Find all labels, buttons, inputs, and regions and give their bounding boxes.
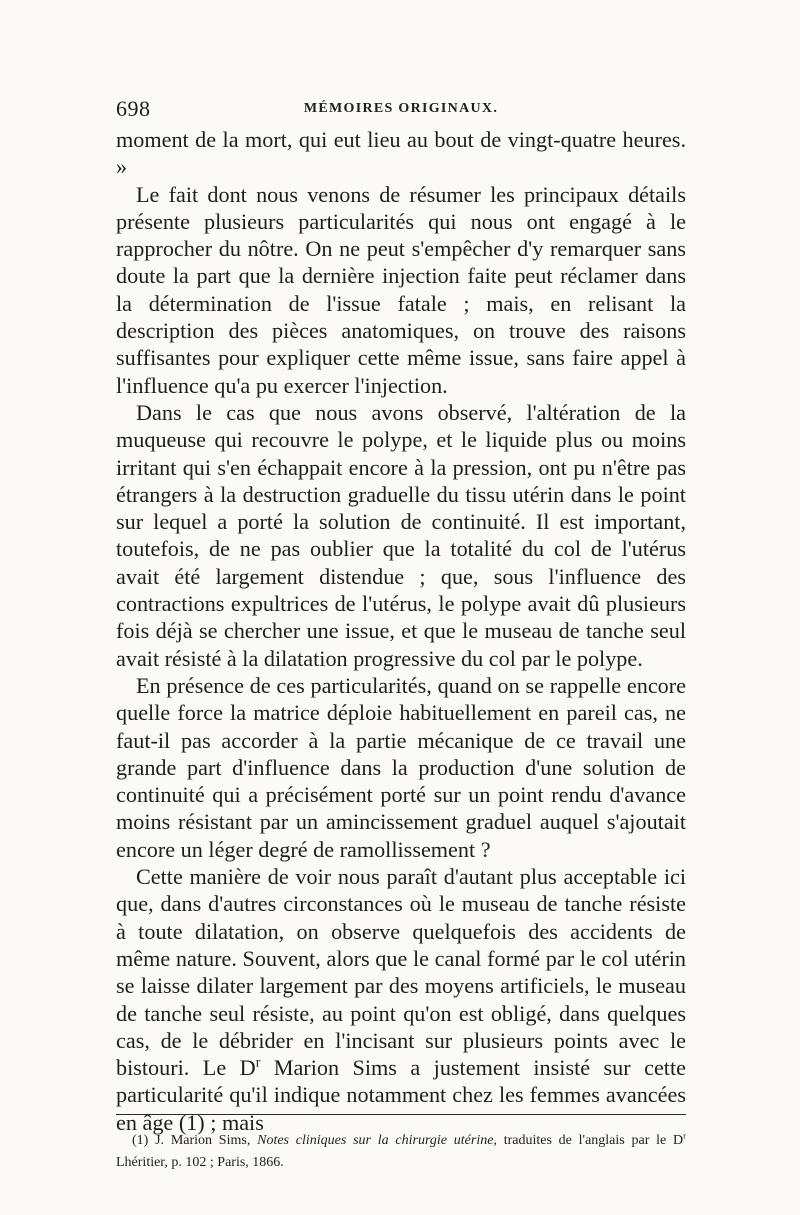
running-title: MÉMOIRES ORIGINAUX. xyxy=(303,101,499,116)
footnote-number: (1) xyxy=(132,1133,149,1148)
paragraph xyxy=(116,863,686,1136)
paragraph-text: Marion Sims a justement insisté sur cette particularité qu'il indique notamment chez les femmes avancées en âge (1) ; mais xyxy=(116,1055,686,1135)
page-number: 698 xyxy=(116,96,151,121)
page-header xyxy=(116,96,686,126)
body-text xyxy=(116,126,686,1136)
superscript: r xyxy=(683,1130,687,1141)
paragraph: En présence de ces particularités, quand on se rappelle encore quelle force la matrice déploie habituellement en pareil cas, ne faut-il pas accorder à la partie mécanique de ce travail une grande part d'influence dans la production d'une solution de continuité qui a précisément porté sur un point rendu d'avance moins résistant par un amincissement graduel auquel s'ajoutait encore un léger degré de ramollissement ? xyxy=(116,672,686,862)
footnote-text: traduites de l'anglais par le D xyxy=(503,1133,684,1148)
footnote-title: Notes cliniques sur la chirurgie utérine, xyxy=(257,1133,497,1148)
paragraph-continued: moment de la mort, qui eut lieu au bout de vingt-quatre heures. » xyxy=(116,127,686,180)
paragraph: Le fait dont nous venons de résumer les principaux détails présente plusieurs particularités qui nous ont engagé à le rapprocher du nôtre. On ne peut s'empêcher d'y remarquer sans doute la part que la dernière injection faite peut réclamer dans la détermination de l'issue fatale ; mais, en relisant la description des pièces anatomiques, on trouve des raisons suffisantes pour expliquer cette même issue, sans faire appel à l'influence qu'a pu exercer l'injection. xyxy=(116,181,686,398)
footnote-author: J. Marion Sims, xyxy=(155,1133,251,1148)
footnote xyxy=(116,1130,686,1174)
footnote-divider xyxy=(116,1114,686,1115)
paragraph: Dans le cas que nous avons observé, l'altération de la muqueuse qui recouvre le polype, et le liquide plus ou moins irritant qui s'en échappait encore à la pression, ont pu n'être pas étrangers à la destruction graduelle du tissu utérin dans le point sur lequel a porté la solution de continuité. Il est important, toutefois, de ne pas oublier que la totalité du col de l'utérus avait été largement distendue ; que, sous l'influence des contractions expultrices de l'utérus, le polype avait dû plusieurs fois déjà se chercher une issue, et que le museau de tanche seul avait résisté à la dilatation progressive du col par le polype. xyxy=(116,399,686,671)
superscript: r xyxy=(255,1054,261,1070)
paragraph-text: Cette manière de voir nous paraît d'autant plus acceptable ici que, dans d'autres circonstances où le museau de tanche résiste à toute dilatation, on observe quelquefois des accidents de même nature. Souvent, alors que le canal formé par le col utérin se laisse dilater largement par des moyens artificiels, le museau de tanche seul résiste, au point qu'on est obligé, dans quelques cas, de le débrider en l'incisant sur plusieurs points avec le bistouri. Le D xyxy=(116,864,686,1081)
footnote-text: Lhéritier, p. 102 ; Paris, 1866. xyxy=(116,1155,284,1170)
